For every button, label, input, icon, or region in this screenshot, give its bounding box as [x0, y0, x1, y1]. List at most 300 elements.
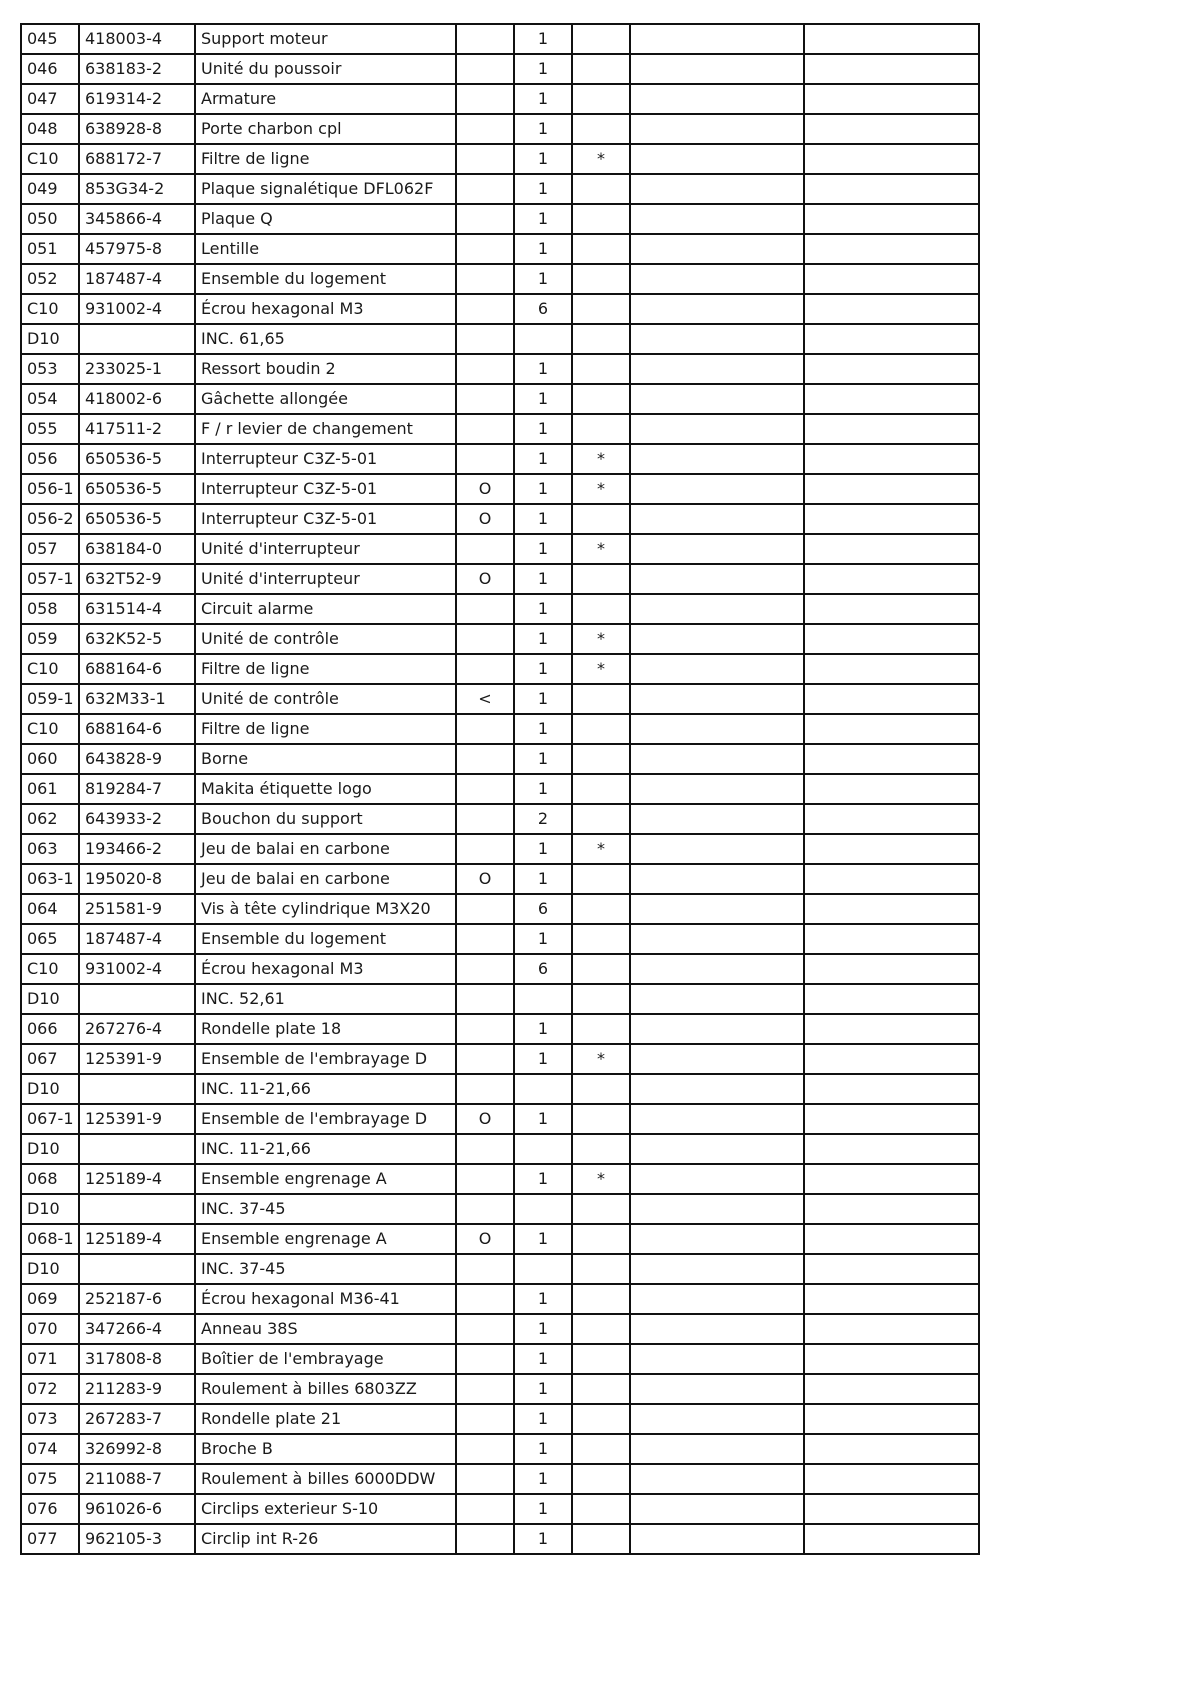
cell-description: F / r levier de changement	[195, 414, 456, 444]
cell-extra-2	[804, 234, 979, 264]
cell-quantity: 1	[514, 1404, 572, 1434]
cell-marker: *	[572, 624, 630, 654]
cell-extra-2	[804, 714, 979, 744]
cell-extra-1	[630, 654, 804, 684]
cell-extra-2	[804, 1374, 979, 1404]
cell-marker	[572, 594, 630, 624]
cell-note	[456, 1254, 514, 1284]
cell-marker	[572, 1194, 630, 1224]
cell-extra-1	[630, 1074, 804, 1104]
cell-quantity: 1	[514, 924, 572, 954]
cell-extra-2	[804, 474, 979, 504]
cell-marker	[572, 954, 630, 984]
cell-extra-1	[630, 1284, 804, 1314]
cell-part-no: 650536-5	[79, 504, 195, 534]
cell-note	[456, 1434, 514, 1464]
cell-extra-2	[804, 1434, 979, 1464]
cell-extra-1	[630, 1494, 804, 1524]
cell-extra-2	[804, 564, 979, 594]
cell-item-no: 059	[21, 624, 79, 654]
cell-extra-1	[630, 294, 804, 324]
cell-note: O	[456, 1224, 514, 1254]
cell-item-no: 070	[21, 1314, 79, 1344]
cell-part-no: 631514-4	[79, 594, 195, 624]
cell-quantity: 1	[514, 1014, 572, 1044]
cell-extra-1	[630, 174, 804, 204]
table-row	[21, 924, 979, 954]
cell-extra-1	[630, 1164, 804, 1194]
table-row	[21, 1134, 979, 1164]
parts-list-table	[20, 23, 980, 1555]
cell-quantity: 1	[514, 54, 572, 84]
cell-marker	[572, 1104, 630, 1134]
cell-marker	[572, 1494, 630, 1524]
cell-item-no: 069	[21, 1284, 79, 1314]
cell-extra-2	[804, 1404, 979, 1434]
cell-note	[456, 324, 514, 354]
cell-part-no: 317808-8	[79, 1344, 195, 1374]
cell-description: INC. 11-21,66	[195, 1134, 456, 1164]
cell-extra-2	[804, 534, 979, 564]
cell-description: Écrou hexagonal M3	[195, 294, 456, 324]
cell-item-no: C10	[21, 654, 79, 684]
cell-quantity: 1	[514, 1044, 572, 1074]
cell-quantity: 1	[514, 774, 572, 804]
cell-item-no: 059-1	[21, 684, 79, 714]
cell-part-no: 347266-4	[79, 1314, 195, 1344]
cell-description: Boîtier de l'embrayage	[195, 1344, 456, 1374]
cell-part-no: 931002-4	[79, 294, 195, 324]
cell-part-no: 195020-8	[79, 864, 195, 894]
table-row	[21, 744, 979, 774]
cell-quantity	[514, 324, 572, 354]
cell-extra-2	[804, 594, 979, 624]
cell-extra-2	[804, 624, 979, 654]
cell-extra-1	[630, 684, 804, 714]
cell-quantity: 1	[514, 144, 572, 174]
cell-part-no: 252187-6	[79, 1284, 195, 1314]
cell-quantity: 1	[514, 654, 572, 684]
cell-item-no: 076	[21, 1494, 79, 1524]
cell-part-no: 345866-4	[79, 204, 195, 234]
cell-part-no	[79, 1134, 195, 1164]
cell-extra-2	[804, 84, 979, 114]
cell-extra-2	[804, 54, 979, 84]
cell-quantity: 1	[514, 624, 572, 654]
cell-marker	[572, 174, 630, 204]
cell-extra-1	[630, 204, 804, 234]
cell-description: Écrou hexagonal M3	[195, 954, 456, 984]
cell-extra-1	[630, 474, 804, 504]
cell-quantity: 1	[514, 1464, 572, 1494]
cell-quantity: 1	[514, 1224, 572, 1254]
cell-note: O	[456, 474, 514, 504]
cell-extra-1	[630, 624, 804, 654]
cell-item-no: D10	[21, 984, 79, 1014]
cell-part-no: 688164-6	[79, 654, 195, 684]
cell-marker	[572, 204, 630, 234]
cell-note	[456, 774, 514, 804]
cell-part-no: 688164-6	[79, 714, 195, 744]
cell-quantity: 1	[514, 84, 572, 114]
cell-item-no: 077	[21, 1524, 79, 1554]
table-row	[21, 1404, 979, 1434]
cell-description: Vis à tête cylindrique M3X20	[195, 894, 456, 924]
cell-quantity	[514, 1194, 572, 1224]
cell-part-no: 962105-3	[79, 1524, 195, 1554]
table-row	[21, 294, 979, 324]
cell-extra-1	[630, 714, 804, 744]
table-row	[21, 414, 979, 444]
cell-note	[456, 24, 514, 54]
cell-item-no: 046	[21, 54, 79, 84]
cell-item-no: 066	[21, 1014, 79, 1044]
cell-description: INC. 11-21,66	[195, 1074, 456, 1104]
cell-quantity: 2	[514, 804, 572, 834]
cell-marker	[572, 744, 630, 774]
cell-note: O	[456, 864, 514, 894]
table-row	[21, 1344, 979, 1374]
table-row	[21, 264, 979, 294]
cell-part-no: 417511-2	[79, 414, 195, 444]
cell-description: Circuit alarme	[195, 594, 456, 624]
cell-extra-1	[630, 774, 804, 804]
cell-note	[456, 264, 514, 294]
cell-quantity: 1	[514, 564, 572, 594]
table-row	[21, 834, 979, 864]
cell-quantity: 1	[514, 1284, 572, 1314]
cell-item-no: C10	[21, 954, 79, 984]
cell-marker	[572, 1284, 630, 1314]
cell-item-no: 056-2	[21, 504, 79, 534]
cell-quantity: 1	[514, 24, 572, 54]
cell-part-no: 187487-4	[79, 924, 195, 954]
cell-marker	[572, 84, 630, 114]
table-row	[21, 1464, 979, 1494]
cell-note	[456, 714, 514, 744]
cell-item-no: D10	[21, 1194, 79, 1224]
cell-description: Ensemble de l'embrayage D	[195, 1044, 456, 1074]
cell-description: Jeu de balai en carbone	[195, 834, 456, 864]
cell-item-no: 067	[21, 1044, 79, 1074]
table-row	[21, 474, 979, 504]
cell-extra-2	[804, 774, 979, 804]
cell-part-no: 643933-2	[79, 804, 195, 834]
cell-marker	[572, 894, 630, 924]
cell-extra-1	[630, 324, 804, 354]
cell-description: Bouchon du support	[195, 804, 456, 834]
cell-description: Unité du poussoir	[195, 54, 456, 84]
cell-quantity: 1	[514, 234, 572, 264]
cell-extra-2	[804, 1464, 979, 1494]
cell-extra-2	[804, 834, 979, 864]
cell-note	[456, 1464, 514, 1494]
cell-extra-1	[630, 1044, 804, 1074]
cell-quantity	[514, 984, 572, 1014]
cell-item-no: 050	[21, 204, 79, 234]
cell-extra-1	[630, 1404, 804, 1434]
cell-description: Unité de contrôle	[195, 684, 456, 714]
cell-marker	[572, 684, 630, 714]
cell-part-no: 457975-8	[79, 234, 195, 264]
cell-marker: *	[572, 534, 630, 564]
cell-description: Gâchette allongée	[195, 384, 456, 414]
cell-part-no: 638183-2	[79, 54, 195, 84]
cell-extra-1	[630, 1134, 804, 1164]
table-row	[21, 1434, 979, 1464]
cell-extra-2	[804, 264, 979, 294]
cell-marker	[572, 24, 630, 54]
cell-note	[456, 654, 514, 684]
cell-marker	[572, 294, 630, 324]
cell-quantity: 1	[514, 354, 572, 384]
cell-extra-1	[630, 1314, 804, 1344]
cell-part-no: 650536-5	[79, 444, 195, 474]
cell-item-no: D10	[21, 1254, 79, 1284]
cell-quantity: 1	[514, 534, 572, 564]
cell-note	[456, 1314, 514, 1344]
cell-note	[456, 1344, 514, 1374]
cell-extra-2	[804, 204, 979, 234]
cell-quantity: 1	[514, 1164, 572, 1194]
cell-extra-2	[804, 744, 979, 774]
cell-description: Filtre de ligne	[195, 714, 456, 744]
cell-note	[456, 624, 514, 654]
cell-marker: *	[572, 1044, 630, 1074]
cell-extra-2	[804, 504, 979, 534]
cell-note	[456, 294, 514, 324]
cell-description: Rondelle plate 21	[195, 1404, 456, 1434]
table-row	[21, 1524, 979, 1554]
cell-note	[456, 534, 514, 564]
cell-extra-1	[630, 1524, 804, 1554]
cell-item-no: 065	[21, 924, 79, 954]
cell-quantity: 1	[514, 444, 572, 474]
cell-note	[456, 1044, 514, 1074]
cell-marker	[572, 1074, 630, 1104]
cell-part-no: 187487-4	[79, 264, 195, 294]
cell-part-no: 211283-9	[79, 1374, 195, 1404]
cell-extra-1	[630, 1014, 804, 1044]
cell-extra-1	[630, 804, 804, 834]
table-row	[21, 1164, 979, 1194]
cell-quantity: 1	[514, 1344, 572, 1374]
cell-extra-2	[804, 294, 979, 324]
cell-extra-2	[804, 354, 979, 384]
cell-note	[456, 444, 514, 474]
cell-part-no: 418002-6	[79, 384, 195, 414]
table-row	[21, 444, 979, 474]
cell-part-no: 688172-7	[79, 144, 195, 174]
cell-extra-2	[804, 1314, 979, 1344]
cell-description: INC. 37-45	[195, 1254, 456, 1284]
cell-extra-2	[804, 1344, 979, 1374]
cell-marker	[572, 864, 630, 894]
cell-extra-2	[804, 384, 979, 414]
cell-extra-1	[630, 1104, 804, 1134]
table-row	[21, 174, 979, 204]
cell-quantity: 1	[514, 834, 572, 864]
cell-quantity: 1	[514, 714, 572, 744]
cell-item-no: 068-1	[21, 1224, 79, 1254]
cell-part-no: 326992-8	[79, 1434, 195, 1464]
cell-marker	[572, 774, 630, 804]
cell-extra-2	[804, 864, 979, 894]
cell-extra-2	[804, 654, 979, 684]
cell-item-no: 064	[21, 894, 79, 924]
cell-part-no	[79, 324, 195, 354]
cell-quantity: 6	[514, 954, 572, 984]
cell-item-no: C10	[21, 294, 79, 324]
cell-extra-2	[804, 1014, 979, 1044]
cell-marker	[572, 924, 630, 954]
cell-extra-2	[804, 324, 979, 354]
cell-extra-2	[804, 984, 979, 1014]
cell-description: INC. 37-45	[195, 1194, 456, 1224]
cell-item-no: 056	[21, 444, 79, 474]
table-row	[21, 1224, 979, 1254]
cell-marker	[572, 1434, 630, 1464]
cell-quantity: 1	[514, 174, 572, 204]
cell-part-no: 961026-6	[79, 1494, 195, 1524]
table-row	[21, 204, 979, 234]
cell-description: Circlip int R-26	[195, 1524, 456, 1554]
cell-item-no: 047	[21, 84, 79, 114]
cell-extra-1	[630, 1254, 804, 1284]
cell-description: Ensemble de l'embrayage D	[195, 1104, 456, 1134]
cell-part-no: 125391-9	[79, 1104, 195, 1134]
cell-part-no: 643828-9	[79, 744, 195, 774]
cell-part-no: 638928-8	[79, 114, 195, 144]
cell-item-no: C10	[21, 714, 79, 744]
cell-part-no: 638184-0	[79, 534, 195, 564]
cell-marker: *	[572, 1164, 630, 1194]
cell-item-no: 063-1	[21, 864, 79, 894]
cell-marker	[572, 564, 630, 594]
cell-note: <	[456, 684, 514, 714]
cell-quantity	[514, 1254, 572, 1284]
cell-item-no: 057	[21, 534, 79, 564]
cell-marker	[572, 1314, 630, 1344]
table-row	[21, 324, 979, 354]
table-row	[21, 954, 979, 984]
cell-extra-2	[804, 1104, 979, 1134]
cell-quantity: 6	[514, 894, 572, 924]
cell-extra-1	[630, 384, 804, 414]
cell-note	[456, 234, 514, 264]
cell-marker: *	[572, 834, 630, 864]
table-row	[21, 1314, 979, 1344]
cell-item-no: C10	[21, 144, 79, 174]
cell-note	[456, 1404, 514, 1434]
cell-extra-2	[804, 954, 979, 984]
cell-item-no: 071	[21, 1344, 79, 1374]
table-row	[21, 804, 979, 834]
cell-quantity: 1	[514, 264, 572, 294]
cell-note	[456, 744, 514, 774]
cell-part-no: 211088-7	[79, 1464, 195, 1494]
cell-marker	[572, 114, 630, 144]
cell-item-no: 072	[21, 1374, 79, 1404]
cell-note	[456, 204, 514, 234]
cell-marker	[572, 354, 630, 384]
cell-description: Circlips exterieur S-10	[195, 1494, 456, 1524]
table-row	[21, 1014, 979, 1044]
parts-list-body	[21, 24, 979, 1554]
cell-quantity: 1	[514, 1434, 572, 1464]
cell-extra-2	[804, 804, 979, 834]
table-row	[21, 1374, 979, 1404]
cell-part-no: 632T52-9	[79, 564, 195, 594]
cell-note: O	[456, 504, 514, 534]
cell-note: O	[456, 564, 514, 594]
cell-extra-2	[804, 1254, 979, 1284]
cell-extra-2	[804, 1494, 979, 1524]
cell-note	[456, 594, 514, 624]
cell-extra-1	[630, 1434, 804, 1464]
table-row	[21, 1284, 979, 1314]
cell-marker: *	[572, 474, 630, 504]
cell-item-no: 049	[21, 174, 79, 204]
cell-quantity	[514, 1134, 572, 1164]
cell-quantity: 1	[514, 1494, 572, 1524]
cell-marker	[572, 1344, 630, 1374]
cell-description: Ensemble engrenage A	[195, 1164, 456, 1194]
cell-item-no: 052	[21, 264, 79, 294]
cell-note	[456, 354, 514, 384]
cell-item-no: 075	[21, 1464, 79, 1494]
cell-item-no: 055	[21, 414, 79, 444]
cell-part-no: 125189-4	[79, 1164, 195, 1194]
cell-extra-2	[804, 894, 979, 924]
cell-extra-1	[630, 444, 804, 474]
cell-extra-2	[804, 1524, 979, 1554]
table-row	[21, 504, 979, 534]
cell-marker	[572, 1134, 630, 1164]
cell-description: Lentille	[195, 234, 456, 264]
cell-quantity: 1	[514, 864, 572, 894]
cell-item-no: 048	[21, 114, 79, 144]
cell-description: Interrupteur C3Z-5-01	[195, 474, 456, 504]
cell-note	[456, 1164, 514, 1194]
cell-note	[456, 1074, 514, 1104]
table-row	[21, 564, 979, 594]
cell-note	[456, 1194, 514, 1224]
cell-marker	[572, 384, 630, 414]
cell-marker: *	[572, 654, 630, 684]
cell-extra-1	[630, 1374, 804, 1404]
cell-extra-1	[630, 144, 804, 174]
cell-quantity: 6	[514, 294, 572, 324]
cell-item-no: 063	[21, 834, 79, 864]
cell-part-no	[79, 1254, 195, 1284]
cell-note: O	[456, 1104, 514, 1134]
cell-item-no: 053	[21, 354, 79, 384]
cell-marker	[572, 984, 630, 1014]
cell-extra-2	[804, 414, 979, 444]
cell-part-no: 632M33-1	[79, 684, 195, 714]
cell-marker	[572, 1374, 630, 1404]
cell-description: Ensemble du logement	[195, 924, 456, 954]
cell-quantity: 1	[514, 1314, 572, 1344]
cell-marker: *	[572, 144, 630, 174]
cell-part-no: 193466-2	[79, 834, 195, 864]
cell-extra-1	[630, 84, 804, 114]
cell-description: Plaque Q	[195, 204, 456, 234]
cell-extra-2	[804, 1134, 979, 1164]
cell-extra-2	[804, 24, 979, 54]
cell-description: Roulement à billes 6803ZZ	[195, 1374, 456, 1404]
